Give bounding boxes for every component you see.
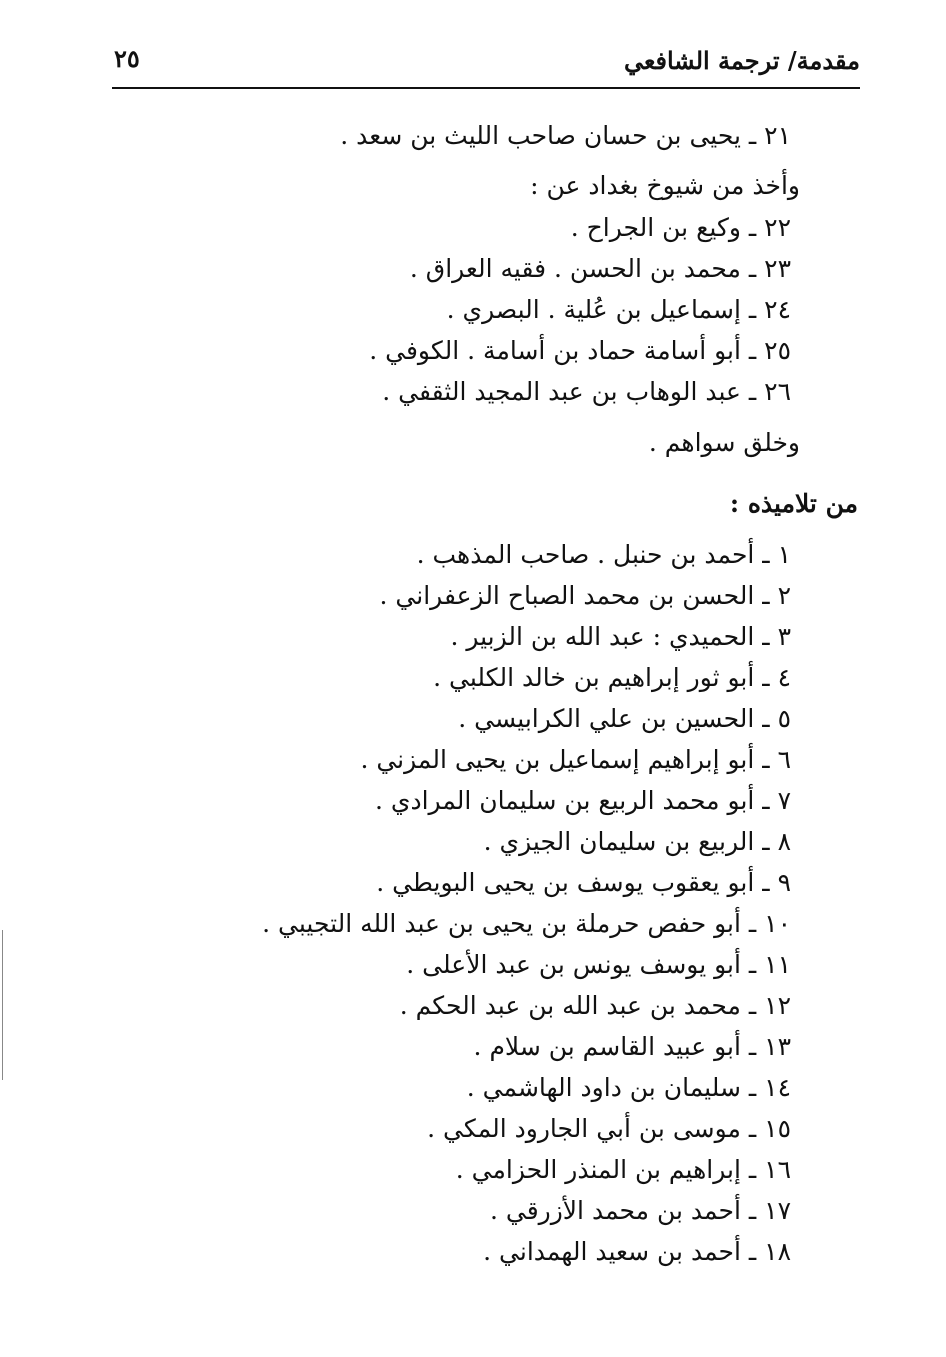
list-item: ١٤ ـ سليمان بن داود الهاشمي . — [466, 1073, 791, 1102]
list-item: ٢٦ ـ عبد الوهاب بن عبد المجيد الثقفي . — [382, 377, 791, 406]
list-item: ٣ ـ الحميدي : عبد الله بن الزبير . — [450, 622, 791, 651]
list-item: ١٠ ـ أبو حفص حرملة بن يحيى بن عبد الله التجيبي . — [262, 909, 791, 938]
list-item: ١٣ ـ أبو عبيد القاسم بن سلام . — [473, 1032, 791, 1061]
paragraph-others: وخلق سواهم . — [648, 428, 800, 457]
list-item: ١٦ ـ إبراهيم بن المنذر الحزامي . — [455, 1155, 791, 1184]
list-item: ٥ ـ الحسين بن علي الكرابيسي . — [458, 704, 791, 733]
paragraph-baghdad-intro: وأخذ من شيوخ بغداد عن : — [530, 171, 800, 200]
list-item: ٩ ـ أبو يعقوب يوسف بن يحيى البويطي . — [376, 868, 791, 897]
list-item: ٧ ـ أبو محمد الربيع بن سليمان المرادي . — [374, 786, 791, 815]
list-item: ١١ ـ أبو يوسف يونس بن عبد الأعلى . — [406, 950, 791, 979]
list-item: ٢١ ـ يحيى بن حسان صاحب الليث بن سعد . — [340, 121, 791, 150]
page-header — [112, 36, 860, 86]
running-title: مقدمة/ ترجمة الشافعي — [623, 46, 860, 75]
list-item: ٦ ـ أبو إبراهيم إسماعيل بن يحيى المزني . — [360, 745, 791, 774]
list-item: ٢٥ ـ أبو أسامة حماد بن أسامة . الكوفي . — [369, 336, 791, 365]
section-heading-students: من تلاميذه : — [729, 489, 858, 518]
list-item: ١ ـ أحمد بن حنبل . صاحب المذهب . — [416, 540, 791, 569]
list-item: ٤ ـ أبو ثور إبراهيم بن خالد الكلبي . — [433, 663, 791, 692]
list-item: ١٢ ـ محمد بن عبد الله بن عبد الحكم . — [399, 991, 791, 1020]
scan-margin-mark — [2, 930, 3, 1080]
list-item: ١٧ ـ أحمد بن محمد الأزرقي . — [489, 1196, 791, 1225]
list-item: ٢٣ ـ محمد بن الحسن . فقيه العراق . — [409, 254, 791, 283]
page-number: ٢٥ — [114, 44, 140, 73]
list-item: ١٨ ـ أحمد بن سعيد الهمداني . — [483, 1237, 791, 1266]
list-item: ١٥ ـ موسى بن أبي الجارود المكي . — [427, 1114, 791, 1143]
list-item: ٢٤ ـ إسماعيل بن عُلية . البصري . — [446, 295, 791, 324]
header-rule — [112, 87, 860, 89]
list-item: ٢ ـ الحسن بن محمد الصباح الزعفراني . — [379, 581, 791, 610]
list-item: ٢٢ ـ وكيع بن الجراح . — [570, 213, 791, 242]
list-item: ٨ ـ الربيع بن سليمان الجيزي . — [483, 827, 791, 856]
